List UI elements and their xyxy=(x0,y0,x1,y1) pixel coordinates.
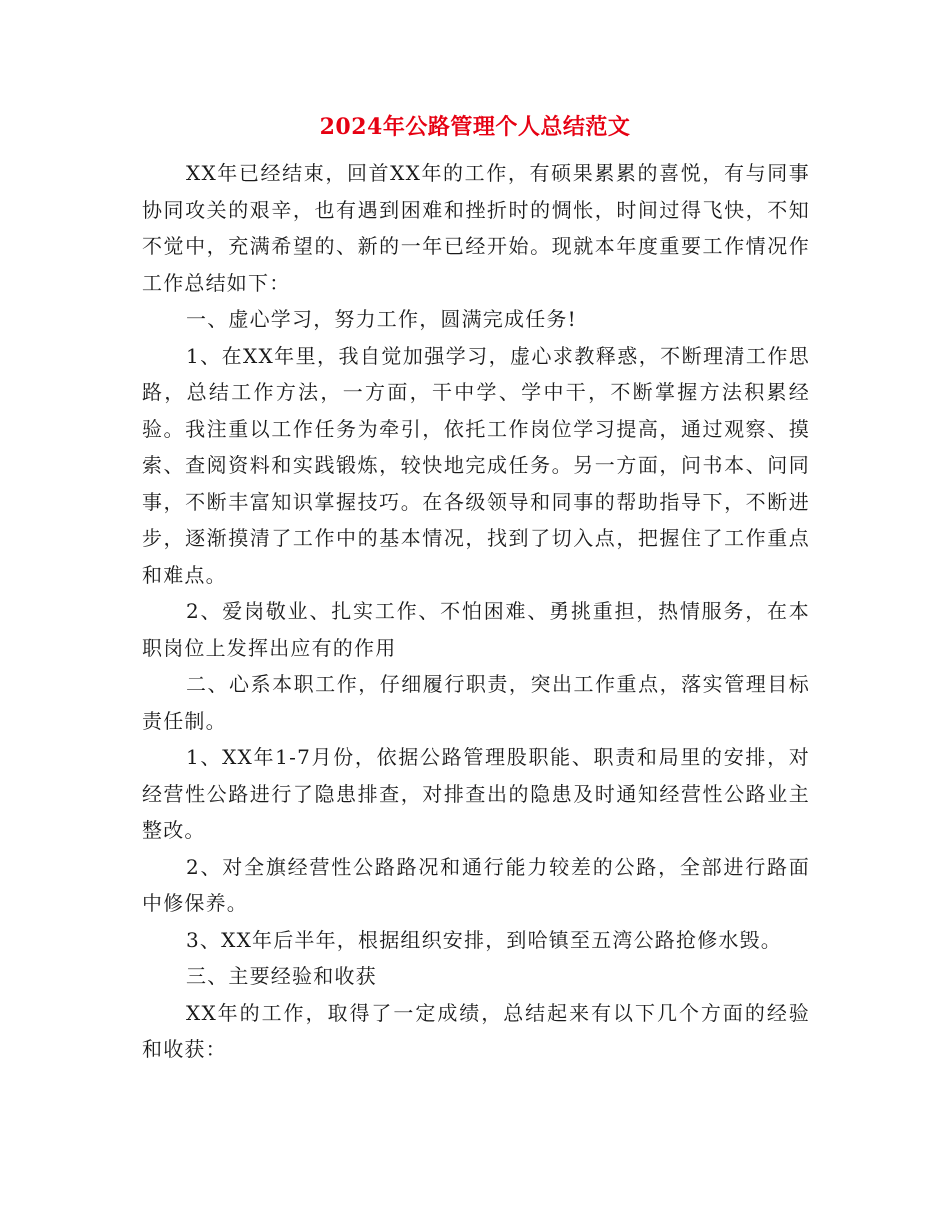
paragraph-section-2-item-2: 2、对全旗经营性公路路况和通行能力较差的公路，全部进行路面中修保养。 xyxy=(142,854,810,915)
paragraph-section-2-heading: 二、心系本职工作，仔细履行职责，突出工作重点，落实管理目标责任制。 xyxy=(142,672,810,733)
paragraph-section-1-heading: 一、虚心学习，努力工作，圆满完成任务! xyxy=(186,307,577,331)
document-body xyxy=(142,155,810,1068)
paragraph-section-2-item-3: 3、XX年后半年，根据组织安排，到哈镇至五湾公路抢修水毁。 xyxy=(186,927,783,952)
paragraph-section-2-item-1: 1、XX年1-7月份，依据公路管理股职能、职责和局里的安排，对经营性公路进行了隐患排查，对排查出的隐患及时通知经营性公路业主整改。 xyxy=(142,745,810,842)
paragraph-section-3-intro: XX年的工作，取得了一定成绩，总结起来有以下几个方面的经验和收获： xyxy=(142,1000,810,1061)
paragraph-section-1-item-1: 1、在XX年里，我自觉加强学习，虚心求教释惑，不断理清工作思路，总结工作方法，一方面，干中学、学中干，不断掌握方法积累经验。我注重以工作任务为牵引，依托工作岗位学习提高，通过观察、摸索、查阅资料和实践锻炼，较快地完成任务。另一方面，问书本、问同事，不断丰富知识掌握技巧。在各级领导和同事的帮助指导下，不断进步，逐渐摸清了工作中的基本情况，找到了切入点，把握住了工作重点和难点。 xyxy=(142,343,810,587)
document-title: 2024年公路管理个人总结范文 xyxy=(319,114,631,140)
paragraph-intro: XX年已经结束，回首XX年的工作，有硕果累累的喜悦，有与同事协同攻关的艰辛，也有遇到困难和挫折时的惆怅，时间过得飞快，不知不觉中，充满希望的、新的一年已经开始。现就本年度重要工作情况作工作总结如下： xyxy=(142,161,810,295)
paragraph-section-1-item-2: 2、爱岗敬业、扎实工作、不怕困难、勇挑重担，热情服务，在本职岗位上发挥出应有的作用 xyxy=(142,599,810,660)
paragraph-section-3-heading: 三、主要经验和收获 xyxy=(186,964,377,988)
